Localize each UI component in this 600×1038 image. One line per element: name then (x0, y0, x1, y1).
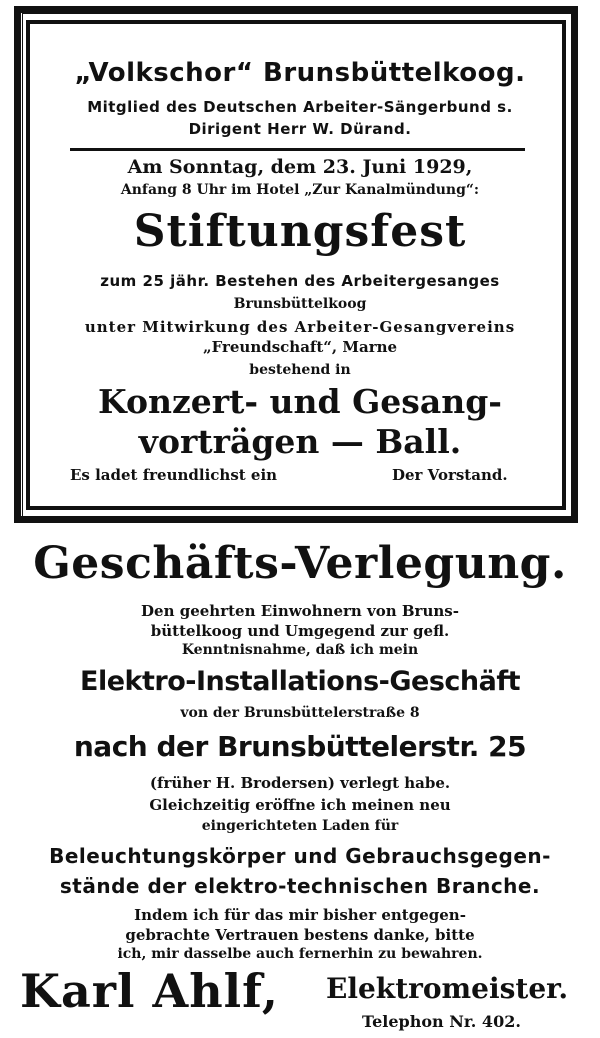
event-board-signature: Der Vorstand. (392, 466, 508, 484)
notice-para3-line1: Indem ich für das mir bisher entgegen- (134, 906, 466, 924)
notice-formerly: (früher H. Brodersen) verlegt habe. (149, 774, 451, 792)
notice-old-address: von der Brunsbüttelerstraße 8 (180, 705, 420, 721)
notice-para1-line1: Den geehrten Einwohnern von Bruns- (141, 602, 459, 620)
notice-para3-line3: ich, mir dasselbe auch fernerhin zu bewahren. (117, 946, 483, 962)
notice-goods-line1: Beleuchtungskörper und Gebrauchsgegen- (49, 844, 551, 868)
notice-goods-line2: stände der elektro-technischen Branche. (59, 874, 541, 898)
notice-business-name: Elektro-Installations-Geschäft (80, 666, 520, 697)
notice-para1-line3: Kenntnisnahme, daß ich mein (181, 642, 419, 658)
announcement-separator (70, 148, 525, 151)
event-cooperation-club: „Freundschaft“, Marne (202, 338, 398, 356)
choir-name: „Volkschor“ Brunsbüttelkoog. (74, 58, 526, 88)
notice-para2-line1: Gleichzeitig eröffne ich meinen neu (149, 796, 451, 814)
notice-para1-line2: büttelkoog und Umgegend zur gefl. (150, 622, 450, 640)
event-invitation: Es ladet freundlichst ein (70, 466, 278, 484)
event-program-line2: vorträgen — Ball. (138, 422, 462, 461)
notice-headline: Geschäfts-Verlegung. (33, 538, 567, 589)
notice-signature-name: Karl Ahlf, (20, 964, 279, 1018)
event-program-line1: Konzert- und Gesang- (98, 382, 502, 421)
event-place: Brunsbüttelkoog (233, 296, 367, 312)
event-consisting: bestehend in (249, 362, 351, 378)
event-date: Am Sonntag, dem 23. Juni 1929, (127, 156, 473, 178)
notice-phone: Telephon Nr. 402. (362, 1012, 521, 1031)
event-cooperation: unter Mitwirkung des Arbeiter-Gesangvereins (84, 318, 516, 336)
choir-membership: Mitglied des Deutschen Arbeiter-Sängerbund s. (87, 98, 513, 116)
event-time-place: Anfang 8 Uhr im Hotel „Zur Kanalmündung“: (120, 182, 480, 198)
notice-para3-line2: gebrachte Vertrauen bestens danke, bitte (125, 926, 475, 944)
event-occasion: zum 25 jähr. Bestehen des Arbeitergesanges (100, 272, 500, 290)
notice-para2-line2: eingerichteten Laden für (201, 818, 399, 834)
notice-new-address: nach der Brunsbüttelerstr. 25 (73, 730, 527, 763)
choir-conductor: Dirigent Herr W. Dürand. (188, 120, 412, 138)
notice-signature-trade: Elektromeister. (326, 972, 569, 1005)
event-title: Stiftungsfest (133, 206, 467, 257)
